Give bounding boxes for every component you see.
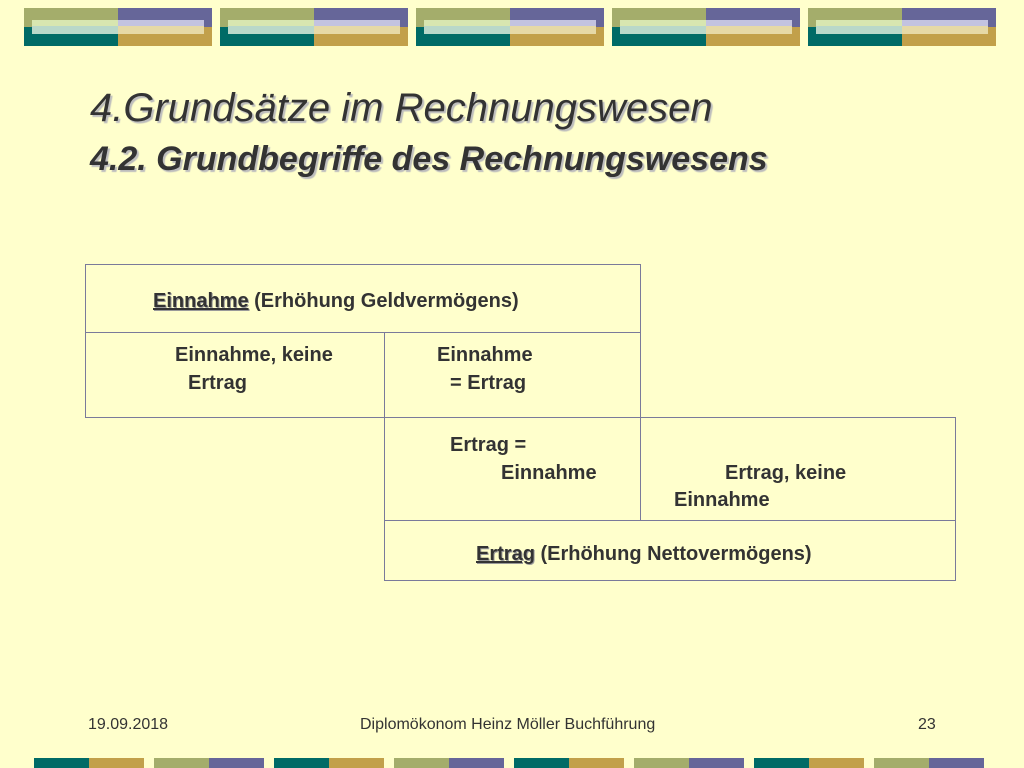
einnahme-gleich-ertrag-line2: = Ertrag bbox=[450, 372, 527, 394]
ertrag-keine-einnahme-line2: Einnahme bbox=[674, 489, 770, 511]
einnahme-definition: (Erhöhung Geldvermögens) bbox=[248, 290, 519, 312]
decor-tile bbox=[24, 8, 212, 46]
decor-tile bbox=[514, 758, 624, 768]
footer-page-number: 23 bbox=[918, 716, 936, 733]
ertrag-term: Ertrag bbox=[476, 543, 535, 565]
footer-author: Diplomökonom Heinz Möller Buchführung bbox=[360, 716, 656, 733]
ertrag-gleich-einnahme-line2: Einnahme bbox=[501, 462, 597, 484]
decor-tile bbox=[754, 758, 864, 768]
ertrag-footer-label bbox=[476, 541, 812, 568]
decor-tile bbox=[274, 758, 384, 768]
top-decorative-band bbox=[24, 8, 996, 46]
slide-title: 4.Grundsätze im Rechnungswesen bbox=[90, 86, 713, 130]
decor-tile bbox=[220, 8, 408, 46]
einnahme-term: Einnahme bbox=[153, 290, 249, 312]
decor-tile bbox=[612, 8, 800, 46]
ertrag-definition: (Erhöhung Nettovermögens) bbox=[534, 543, 812, 565]
ertrag-gleich-einnahme-line1: Ertrag = bbox=[450, 434, 527, 456]
decor-tile bbox=[416, 8, 604, 46]
slide-subtitle: 4.2. Grundbegriffe des Rechnungswesens bbox=[90, 140, 768, 178]
bottom-decorative-band bbox=[34, 758, 984, 768]
decor-tile bbox=[154, 758, 264, 768]
einnahme-keine-ertrag-line2: Ertrag bbox=[188, 372, 247, 394]
ertrag-keine-einnahme-line1: Ertrag, keine bbox=[725, 462, 847, 484]
footer-date: 19.09.2018 bbox=[88, 716, 169, 733]
decor-tile bbox=[34, 758, 144, 768]
decor-tile bbox=[808, 8, 996, 46]
einnahme-header-label bbox=[153, 288, 519, 315]
decor-tile bbox=[394, 758, 504, 768]
einnahme-gleich-ertrag-line1: Einnahme bbox=[437, 344, 533, 366]
decor-tile bbox=[874, 758, 984, 768]
einnahme-keine-ertrag-line1: Einnahme, keine bbox=[175, 344, 333, 366]
decor-tile bbox=[634, 758, 744, 768]
